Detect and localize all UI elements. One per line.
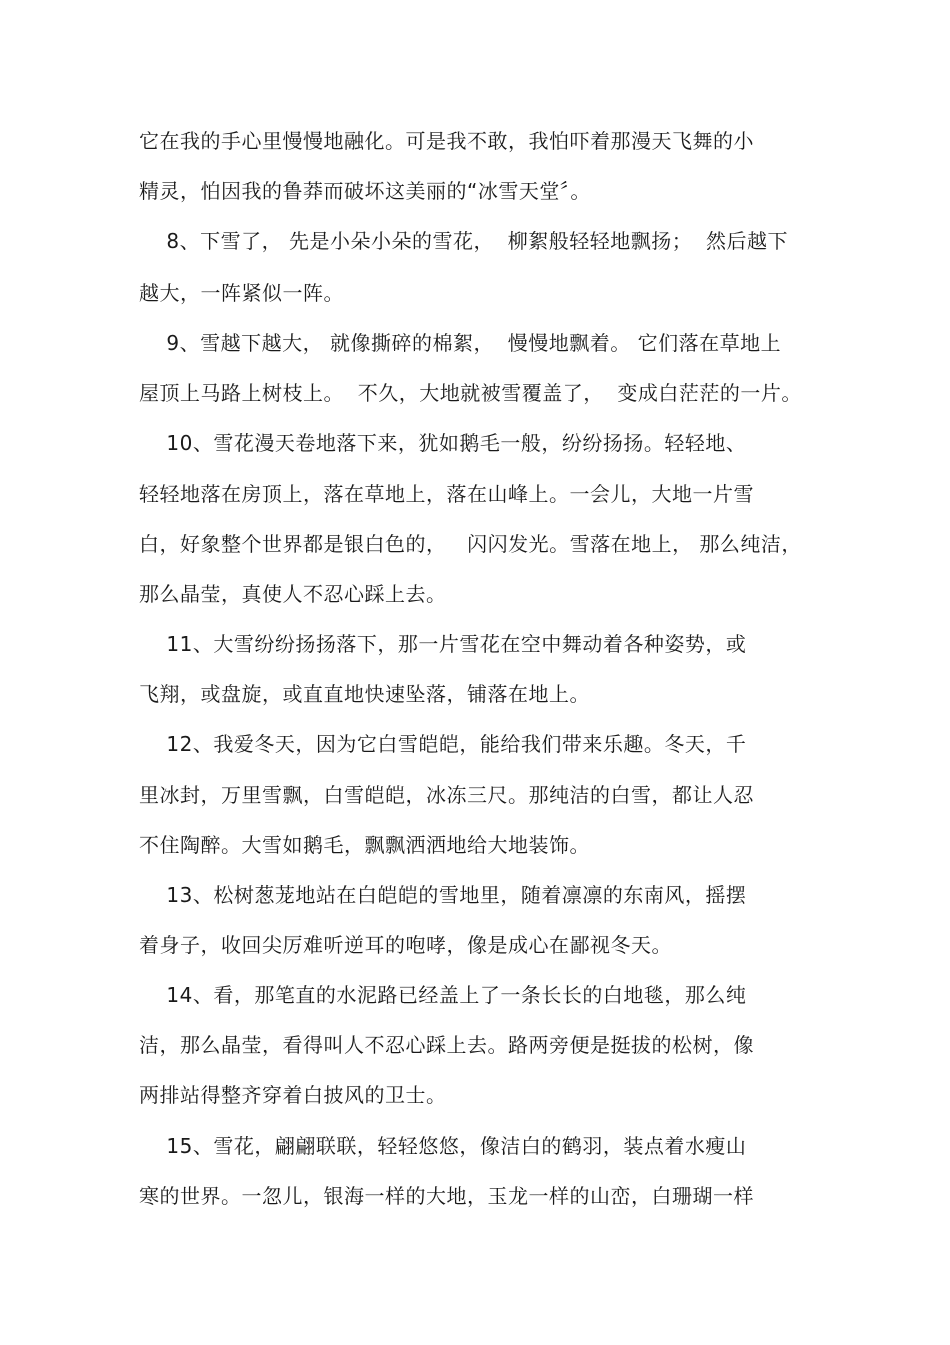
- text-line: 10、雪花漫天卷地落下来，犹如鹅毛一般，纷纷扬扬。轻轻地、: [139, 431, 747, 455]
- text-line: 不住陶醉。大雪如鹅毛，飘飘洒洒地给大地装饰。: [139, 833, 590, 857]
- text-line: 它在我的手心里慢慢地融化。可是我不敢，我怕吓着那漫天飞舞的小: [139, 129, 754, 153]
- text-line: 洁，那么晶莹，看得叫人不忍心踩上去。路两旁便是挺拔的松树，像: [139, 1033, 754, 1057]
- text-line: 那么晶莹，真使人不忍心踩上去。: [139, 582, 447, 606]
- text-line: 精灵，怕因我的鲁莽而破坏这美丽的“冰雪天堂〞。: [139, 179, 591, 203]
- text-line: 飞翔，或盘旋，或直直地快速坠落，铺落在地上。: [139, 682, 590, 706]
- text-line: 越大，一阵紧似一阵。: [139, 281, 344, 305]
- text-line: 12、我爱冬天，因为它白雪皑皑，能给我们带来乐趣。冬天，千: [139, 732, 747, 756]
- text-line: 11、大雪纷纷扬扬落下，那一片雪花在空中舞动着各种姿势，或: [139, 632, 747, 656]
- text-line: 9、雪越下越大， 就像撕碎的棉絮， 慢慢地飘着。 它们落在草地上: [139, 331, 782, 355]
- text-line: 寒的世界。一忽儿，银海一样的大地，玉龙一样的山峦，白珊瑚一样: [139, 1184, 754, 1208]
- text-line: 里冰封，万里雪飘，白雪皑皑，冰冻三尺。那纯洁的白雪，都让人忍: [139, 783, 754, 807]
- text-line: 15、雪花，翩翩联联，轻轻悠悠，像洁白的鹤羽，装点着水瘦山: [139, 1134, 747, 1158]
- text-line: 轻轻地落在房顶上，落在草地上，落在山峰上。一会儿，大地一片雪: [139, 482, 754, 506]
- text-line: 屋顶上马路上树枝上。 不久，大地就被雪覆盖了， 变成白茫茫的一片。: [139, 381, 802, 405]
- text-line: 白，好象整个世界都是银白色的， 闪闪发光。雪落在地上， 那么纯洁，: [139, 532, 802, 556]
- text-line: 13、松树葱茏地站在白皑皑的雪地里，随着凛凛的东南风，摇摆: [139, 883, 747, 907]
- text-line: 8、下雪了， 先是小朵小朵的雪花， 柳絮般轻轻地飘扬； 然后越下: [139, 229, 788, 253]
- text-line: 两排站得整齐穿着白披风的卫士。: [139, 1083, 447, 1107]
- text-line: 14、看，那笔直的水泥路已经盖上了一条长长的白地毯，那么纯: [139, 983, 747, 1007]
- text-line: 着身子，收回尖厉难听逆耳的咆哮，像是成心在鄙视冬天。: [139, 933, 672, 957]
